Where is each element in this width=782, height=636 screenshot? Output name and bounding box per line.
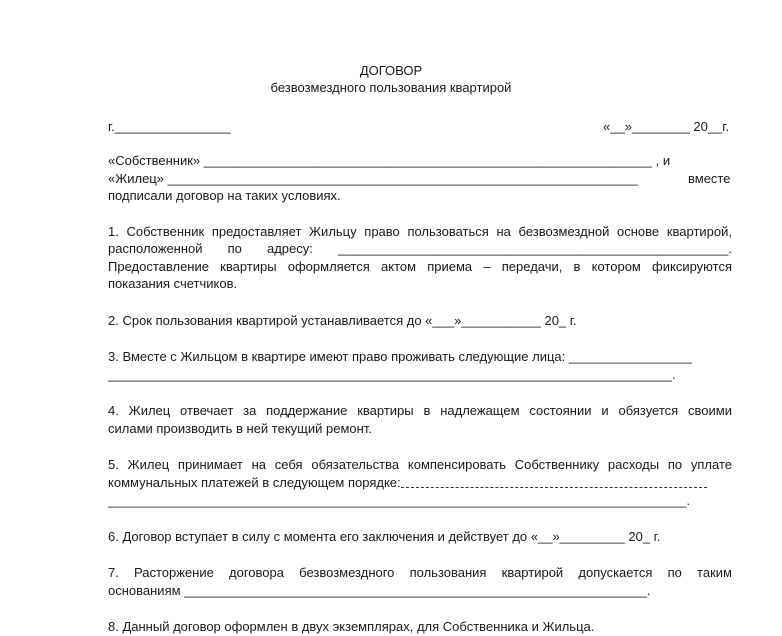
clause-5-line-1: 5. Жилец принимает на себя обязательства компенсировать Собственнику расходы по уплате	[108, 457, 732, 472]
date-line: «__»________ 20__г.	[603, 119, 730, 134]
clause-5-text: коммунальных платежей в следующем порядке:	[108, 475, 401, 490]
tenant-line-end: вместе	[688, 171, 731, 186]
clause-5-line-2	[108, 475, 707, 491]
tenant-line: «Жилец» _________________________________________________________________	[108, 171, 638, 186]
clause-1-word-c: адресу:	[266, 241, 313, 256]
clause-1-line-1: 1. Собственник предоставляет Жильцу право пользоваться на безвозмездной основе квартирой,	[108, 224, 732, 239]
clause-4-line-2: силами производить в ней текущий ремонт.	[108, 421, 372, 436]
city-line: г.________________	[108, 119, 231, 134]
owner-line: «Собственник» ______________________________________________________________ , и	[108, 153, 671, 168]
clause-3-line-1: 3. Вместе с Жильцом в квартире имеют право проживать следующие лица: _________________	[108, 349, 692, 364]
document-subtitle: безвозмездного пользования квартирой	[270, 80, 512, 95]
clause-7-line-2: основаниям ________________________________________________________________.	[108, 583, 651, 598]
clause-1-line-3: Предоставление квартиры оформляется актом приема – передачи, в котором фиксируются	[108, 259, 732, 274]
clause-4-line-1: 4. Жилец отвечает за поддержание квартиры в надлежащем состоянии и обязуется своими	[108, 403, 732, 418]
clause-1-line-4: показания счетчиков.	[108, 276, 238, 291]
clause-6: 6. Договор вступает в силу с момента его заключения и действует до «__»_________ 20_ г.	[108, 529, 661, 544]
clause-1-word-a: расположенной	[108, 241, 203, 256]
clause-3-line-2: ______________________________________________________________________________.	[108, 367, 676, 382]
document-title: ДОГОВОР	[359, 63, 423, 78]
clause-8: 8. Данный договор оформлен в двух экземплярах, для Собственника и Жильца.	[108, 619, 595, 634]
clause-1-blank: ______________________________________________________.	[337, 241, 732, 256]
clause-5-line-3: ________________________________________________________________________________.	[108, 493, 691, 508]
clause-7-line-1: 7. Расторжение договора безвозмездного пользования квартирой допускается по таким	[108, 565, 732, 580]
clause-5-blank	[401, 475, 707, 488]
clause-1-word-b: по	[227, 241, 242, 256]
clause-1-line-2	[108, 241, 732, 257]
clause-2: 2. Срок пользования квартирой устанавливается до «___»___________ 20_ г.	[108, 313, 577, 328]
signed-line: подписали договор на таких условиях.	[108, 188, 341, 203]
